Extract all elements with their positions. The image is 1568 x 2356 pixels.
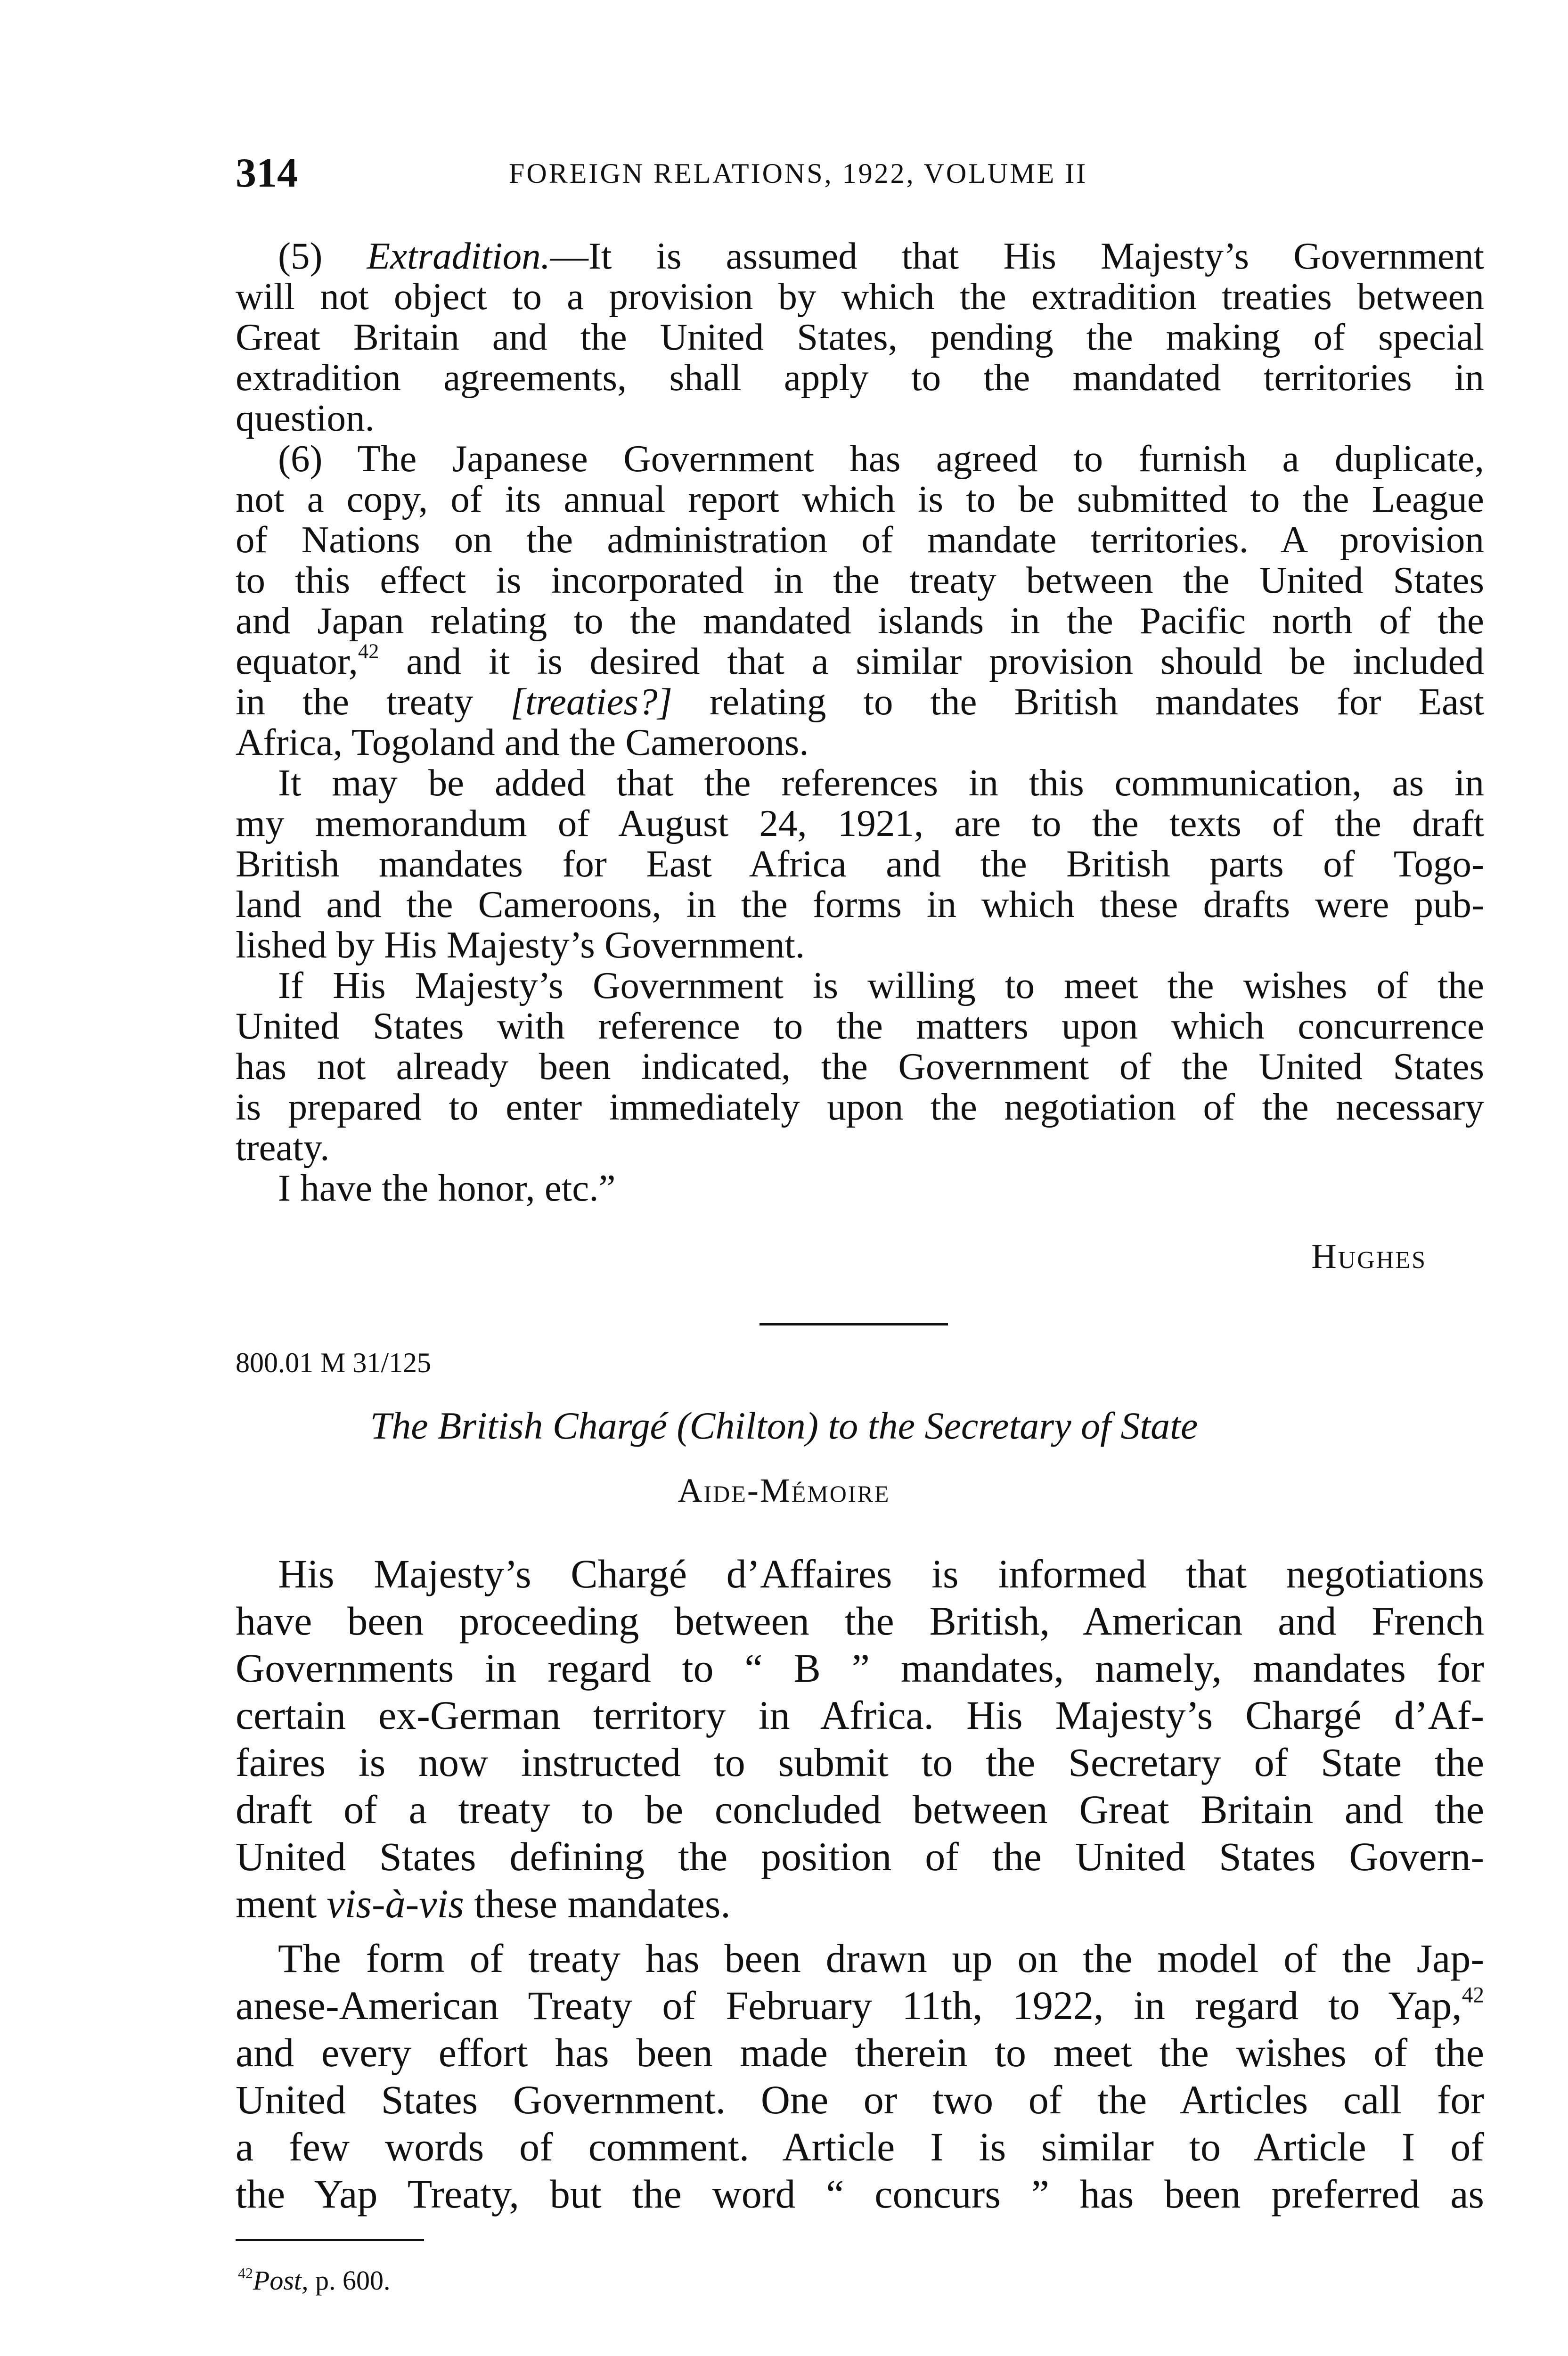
paragraph-a-line: certain ex-German territory in Africa. His Majesty’s Chargé d’Af- [236, 1693, 1484, 1738]
paragraph-a-line: ment vis-à-vis these mandates. [236, 1881, 731, 1926]
extradition-heading: Extradition. [367, 235, 550, 277]
footnote-ref: 42 [1462, 1983, 1484, 2008]
paragraph-5-line: question. [236, 397, 375, 439]
paragraph-6-line: and Japan relating to the mandated islands in the Pacific north of the [236, 599, 1484, 642]
paragraph-5-line: Great Britain and the United States, pending the making of special [236, 316, 1484, 358]
paragraph-6-line: in the treaty [treaties?] relating to the British mandates for East [236, 680, 1484, 723]
footnote-ref: 42 [358, 639, 379, 663]
editorial-bracket: [treaties?] [510, 680, 672, 723]
paragraph-b-line: United States Government. One or two of the Articles call for [236, 2077, 1484, 2122]
paragraph-b-line: the Yap Treaty, but the word “ concurs ” has been preferred as [236, 2171, 1484, 2217]
paragraph-7-line: British mandates for East Africa and the British parts of Togo- [236, 843, 1484, 885]
paragraph-a-line: His Majesty’s Chargé d’Affaires is informed that negotiations [278, 1551, 1484, 1596]
footnote: $^{42}$Post, p. 600. [238, 2265, 391, 2296]
paragraph-b-line: a few words of comment. Article I is similar to Article I of [236, 2124, 1484, 2169]
page-number: 314 [236, 150, 298, 196]
paragraph-5-line: (5) Extradition.—It is assumed that His Majesty’s Government [278, 235, 1485, 277]
paragraph-6-line: Africa, Togoland and the Cameroons. [236, 721, 809, 763]
paragraph-8-line: is prepared to enter immediately upon the negotiation of the necessary [236, 1086, 1484, 1128]
paragraph-6-line: to this effect is incorporated in the treaty between the United States [236, 559, 1484, 601]
paragraph-7-line: lished by His Majesty’s Government. [236, 924, 805, 966]
document-title: The British Chargé (Chilton) to the Secretary of State [370, 1404, 1198, 1447]
paragraph-8-line: treaty. [236, 1126, 330, 1169]
paragraph-7-line: It may be added that the references in this communication, as in [278, 761, 1484, 804]
paragraph-6-line: not a copy, of its annual report which is to be submitted to the League [236, 478, 1484, 520]
footnote-rule [236, 2239, 424, 2241]
paragraph-a-line: Governments in regard to “ B ” mandates, namely, mandates for [236, 1645, 1484, 1691]
paragraph-b-line: and every effort has been made therein to meet the wishes of the [236, 2030, 1484, 2075]
paragraph-a-line: United States defining the position of the United States Govern- [236, 1834, 1484, 1879]
paragraph-8-line: If His Majesty’s Government is willing to meet the wishes of the [278, 964, 1484, 1006]
signature: Hughes [1311, 1237, 1427, 1276]
file-number: 800.01 M 31/125 [236, 1347, 432, 1378]
paragraph-a-line: faires is now instructed to submit to the Secretary of State the [236, 1740, 1484, 1785]
paragraph-a-line: draft of a treaty to be concluded between Great Britain and the [236, 1787, 1484, 1832]
paragraph-5-line: will not object to a provision by which the extradition treaties between [236, 275, 1484, 318]
paragraph-7-line: land and the Cameroons, in the forms in which these drafts were pub- [236, 883, 1484, 925]
paragraph-5-line: extradition agreements, shall apply to the mandated territories in [236, 356, 1484, 399]
paragraph-8-line: United States with reference to the matters upon which concurrence [236, 1005, 1484, 1047]
paragraph-6-line: (6) The Japanese Government has agreed to furnish a duplicate, [278, 437, 1484, 480]
vis-a-vis: vis-à-vis [327, 1881, 464, 1926]
running-title: FOREIGN RELATIONS, 1922, VOLUME II [509, 158, 1088, 189]
paragraph-6-line: of Nations on the administration of mandate territories. A provision [236, 518, 1484, 561]
section-divider [760, 1323, 948, 1325]
paragraph-6-line: equator,$^{42}$ and it is desired that a similar provision should be included [236, 639, 1484, 682]
document-type: Aide-Mémoire [678, 1472, 890, 1509]
paragraph-a-line: have been proceeding between the British, American and French [236, 1598, 1484, 1644]
paragraph-8-line: has not already been indicated, the Government of the United States [236, 1045, 1484, 1088]
closing-line: I have the honor, etc.” [278, 1167, 616, 1209]
paragraph-b-line: The form of treaty has been drawn up on the model of the Jap- [278, 1936, 1484, 1981]
footnote-marker: 42 [238, 2265, 253, 2282]
paragraph-b-line: anese-American Treaty of February 11th, 1922, in regard to Yap,$^{42}$ [236, 1983, 1484, 2028]
paragraph-7-line: my memorandum of August 24, 1921, are to the texts of the draft [236, 802, 1484, 844]
